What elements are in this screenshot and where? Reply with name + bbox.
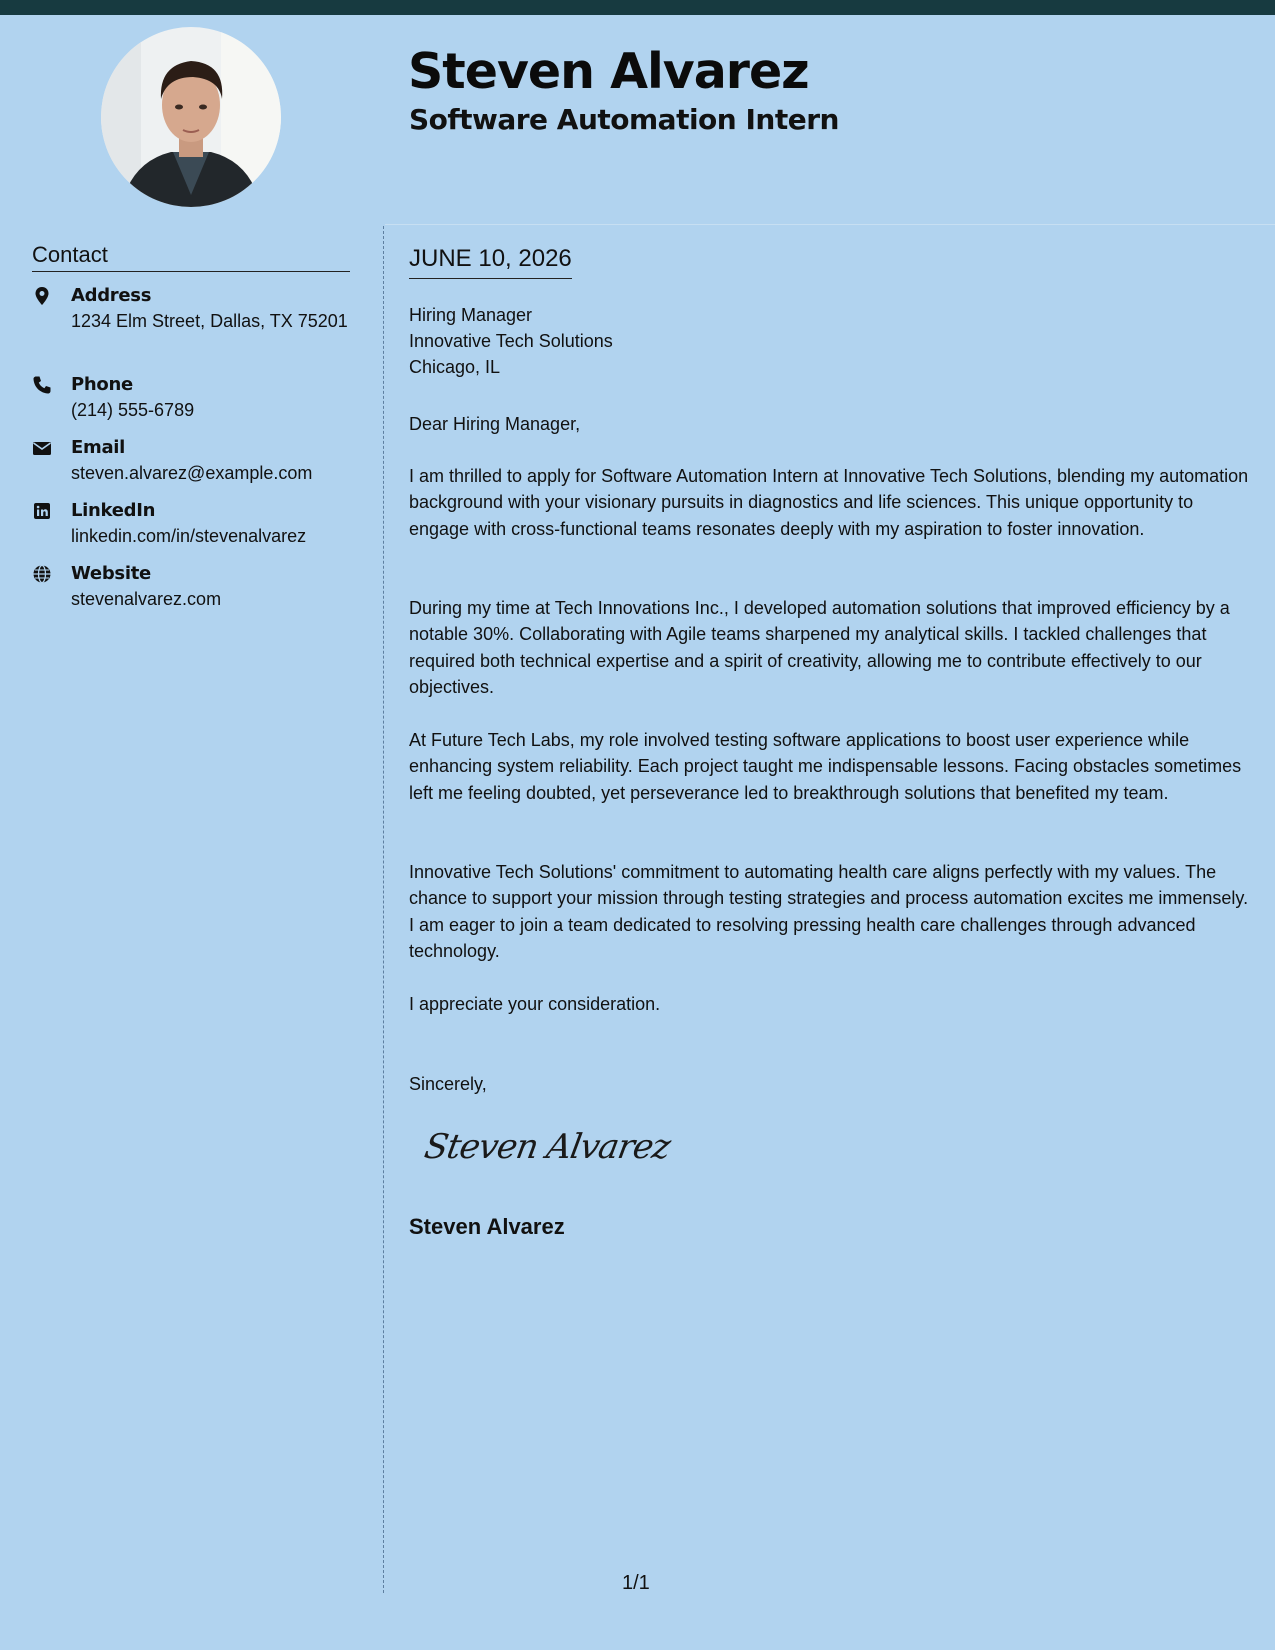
candidate-name: Steven Alvarez [408,43,809,100]
closing: Sincerely, [409,1074,487,1094]
signer-name: Steven Alvarez [409,1214,565,1239]
contact-value: linkedin.com/in/stevenalvarez [71,526,307,546]
contact-label: Email [71,437,126,458]
phone-icon [32,375,54,397]
contact-value: stevenalvarez.com [71,589,222,609]
letter-paragraph: At Future Tech Labs, my role involved testing software applications to boost user experience while enhancing system reliability. Each project taught me indispensable lessons. Facing obstacles sometimes left me feeling doubted, yet perseverance led to breakthrough solutions that benefited my team. [409,730,1242,803]
letter-paragraph: During my time at Tech Innovations Inc., I developed automation solutions that improved efficiency by a notable 30%. Collaborating with Agile teams sharpened my analytical skills. I tackled challenges that required both technical expertise and a spirit of creativity, allowing me to contribute effectively to our objectives. [409,598,1230,697]
column-divider [383,226,384,1593]
letter-date: JUNE 10, 2026 [409,244,572,279]
header-divider [385,224,1275,225]
contact-label: LinkedIn [71,500,156,521]
top-bar [0,0,1275,15]
job-title: Software Automation Intern [409,103,839,136]
salutation: Dear Hiring Manager, [409,414,581,434]
globe-icon [32,564,54,586]
profile-photo [101,27,281,207]
contact-value: (214) 555-6789 [71,400,195,420]
map-pin-icon [32,286,54,308]
letter-paragraph: I am thrilled to apply for Software Automation Intern at Innovative Tech Solutions, blending my automation background with your visionary pursuits in diagnostics and life sciences. This unique opportunity to engage with cross-functional teams resonates deeply with my aspiration to foster innovation. [409,466,1249,539]
recipient-name: Hiring Manager [409,305,533,325]
letter-paragraph: I appreciate your consideration. [409,994,661,1014]
contact-heading: Contact [32,241,350,272]
recipient-company: Innovative Tech Solutions [409,331,613,351]
page-number: 1/1 [622,1572,650,1594]
handwritten-signature: Steven Alvarez [421,1127,673,1167]
envelope-icon [32,438,54,460]
contact-label: Website [71,563,151,584]
recipient-block [409,302,613,380]
letter-paragraph: Innovative Tech Solutions' commitment to automating health care aligns perfectly with my values. The chance to support your mission through testing strategies and process automation excites me immensely. I am eager to join a team dedicated to resolving pressing health care challenges through advanced technology. [409,862,1249,961]
contact-value: 1234 Elm Street, Dallas, TX 75201 [71,311,348,331]
linkedin-icon [32,501,54,523]
contact-label: Phone [71,374,133,395]
contact-label: Address [71,285,152,306]
recipient-location: Chicago, IL [409,357,501,377]
contact-value: steven.alvarez@example.com [71,463,313,483]
